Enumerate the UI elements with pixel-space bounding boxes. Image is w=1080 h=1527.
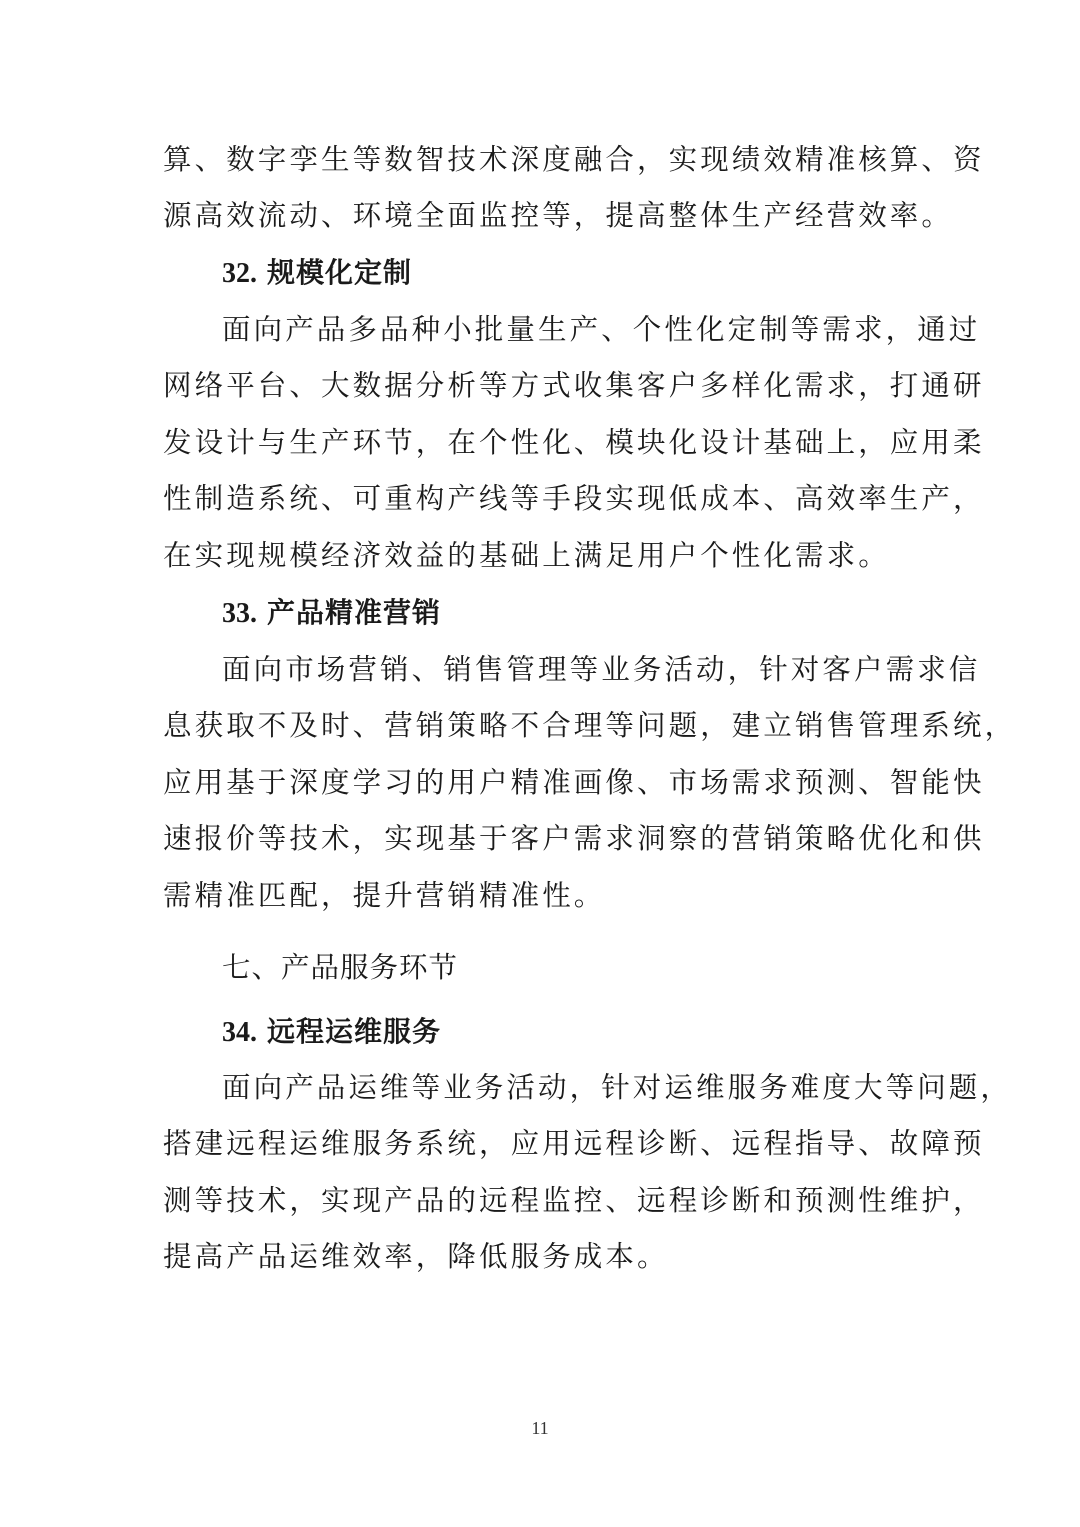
paragraph-line: 应用基于深度学习的用户精准画像、市场需求预测、智能快	[163, 766, 985, 799]
item-heading-33	[222, 593, 441, 634]
paragraph-line: 面向市场营销、销售管理等业务活动，针对客户需求信	[222, 653, 981, 686]
item-number: 33.	[222, 598, 257, 629]
paragraph-line: 息获取不及时、营销策略不合理等问题，建立销售管理系统，	[163, 709, 1017, 742]
paragraph-line: 速报价等技术，实现基于客户需求洞察的营销策略优化和供	[163, 822, 985, 855]
paragraph-line: 提高产品运维效率，降低服务成本。	[163, 1240, 669, 1273]
paragraph-line: 面向产品多品种小批量生产、个性化定制等需求，通过	[222, 313, 981, 346]
paragraph-line: 源高效流动、环境全面监控等，提高整体生产经营效率。	[163, 199, 954, 232]
paragraph-line: 发设计与生产环节，在个性化、模块化设计基础上，应用柔	[163, 426, 985, 459]
paragraph-line: 搭建远程运维服务系统，应用远程诊断、远程指导、故障预	[163, 1127, 985, 1160]
page-number: 11	[531, 1418, 549, 1438]
paragraph-line: 面向产品运维等业务活动，针对运维服务难度大等问题，	[222, 1071, 1013, 1104]
item-number: 32.	[222, 258, 257, 289]
item-number: 34.	[222, 1017, 257, 1048]
item-heading-32	[222, 253, 412, 294]
paragraph-line: 性制造系统、可重构产线等手段实现低成本、高效率生产，	[163, 482, 985, 515]
item-title: 产品精准营销	[267, 596, 442, 629]
item-heading-34	[222, 1012, 441, 1053]
section-title: 七、产品服务环节	[222, 951, 459, 984]
paragraph-line: 需精准匹配，提升营销精准性。	[163, 879, 606, 912]
paragraph-line: 在实现规模经济效益的基础上满足用户个性化需求。	[163, 539, 890, 572]
paragraph-line: 测等技术，实现产品的远程监控、远程诊断和预测性维护，	[163, 1184, 985, 1217]
paragraph-line: 算、数字孪生等数智技术深度融合，实现绩效精准核算、资	[163, 143, 985, 176]
item-title: 远程运维服务	[267, 1015, 442, 1048]
paragraph-line: 网络平台、大数据分析等方式收集客户多样化需求，打通研	[163, 369, 985, 402]
item-title: 规模化定制	[267, 256, 413, 289]
